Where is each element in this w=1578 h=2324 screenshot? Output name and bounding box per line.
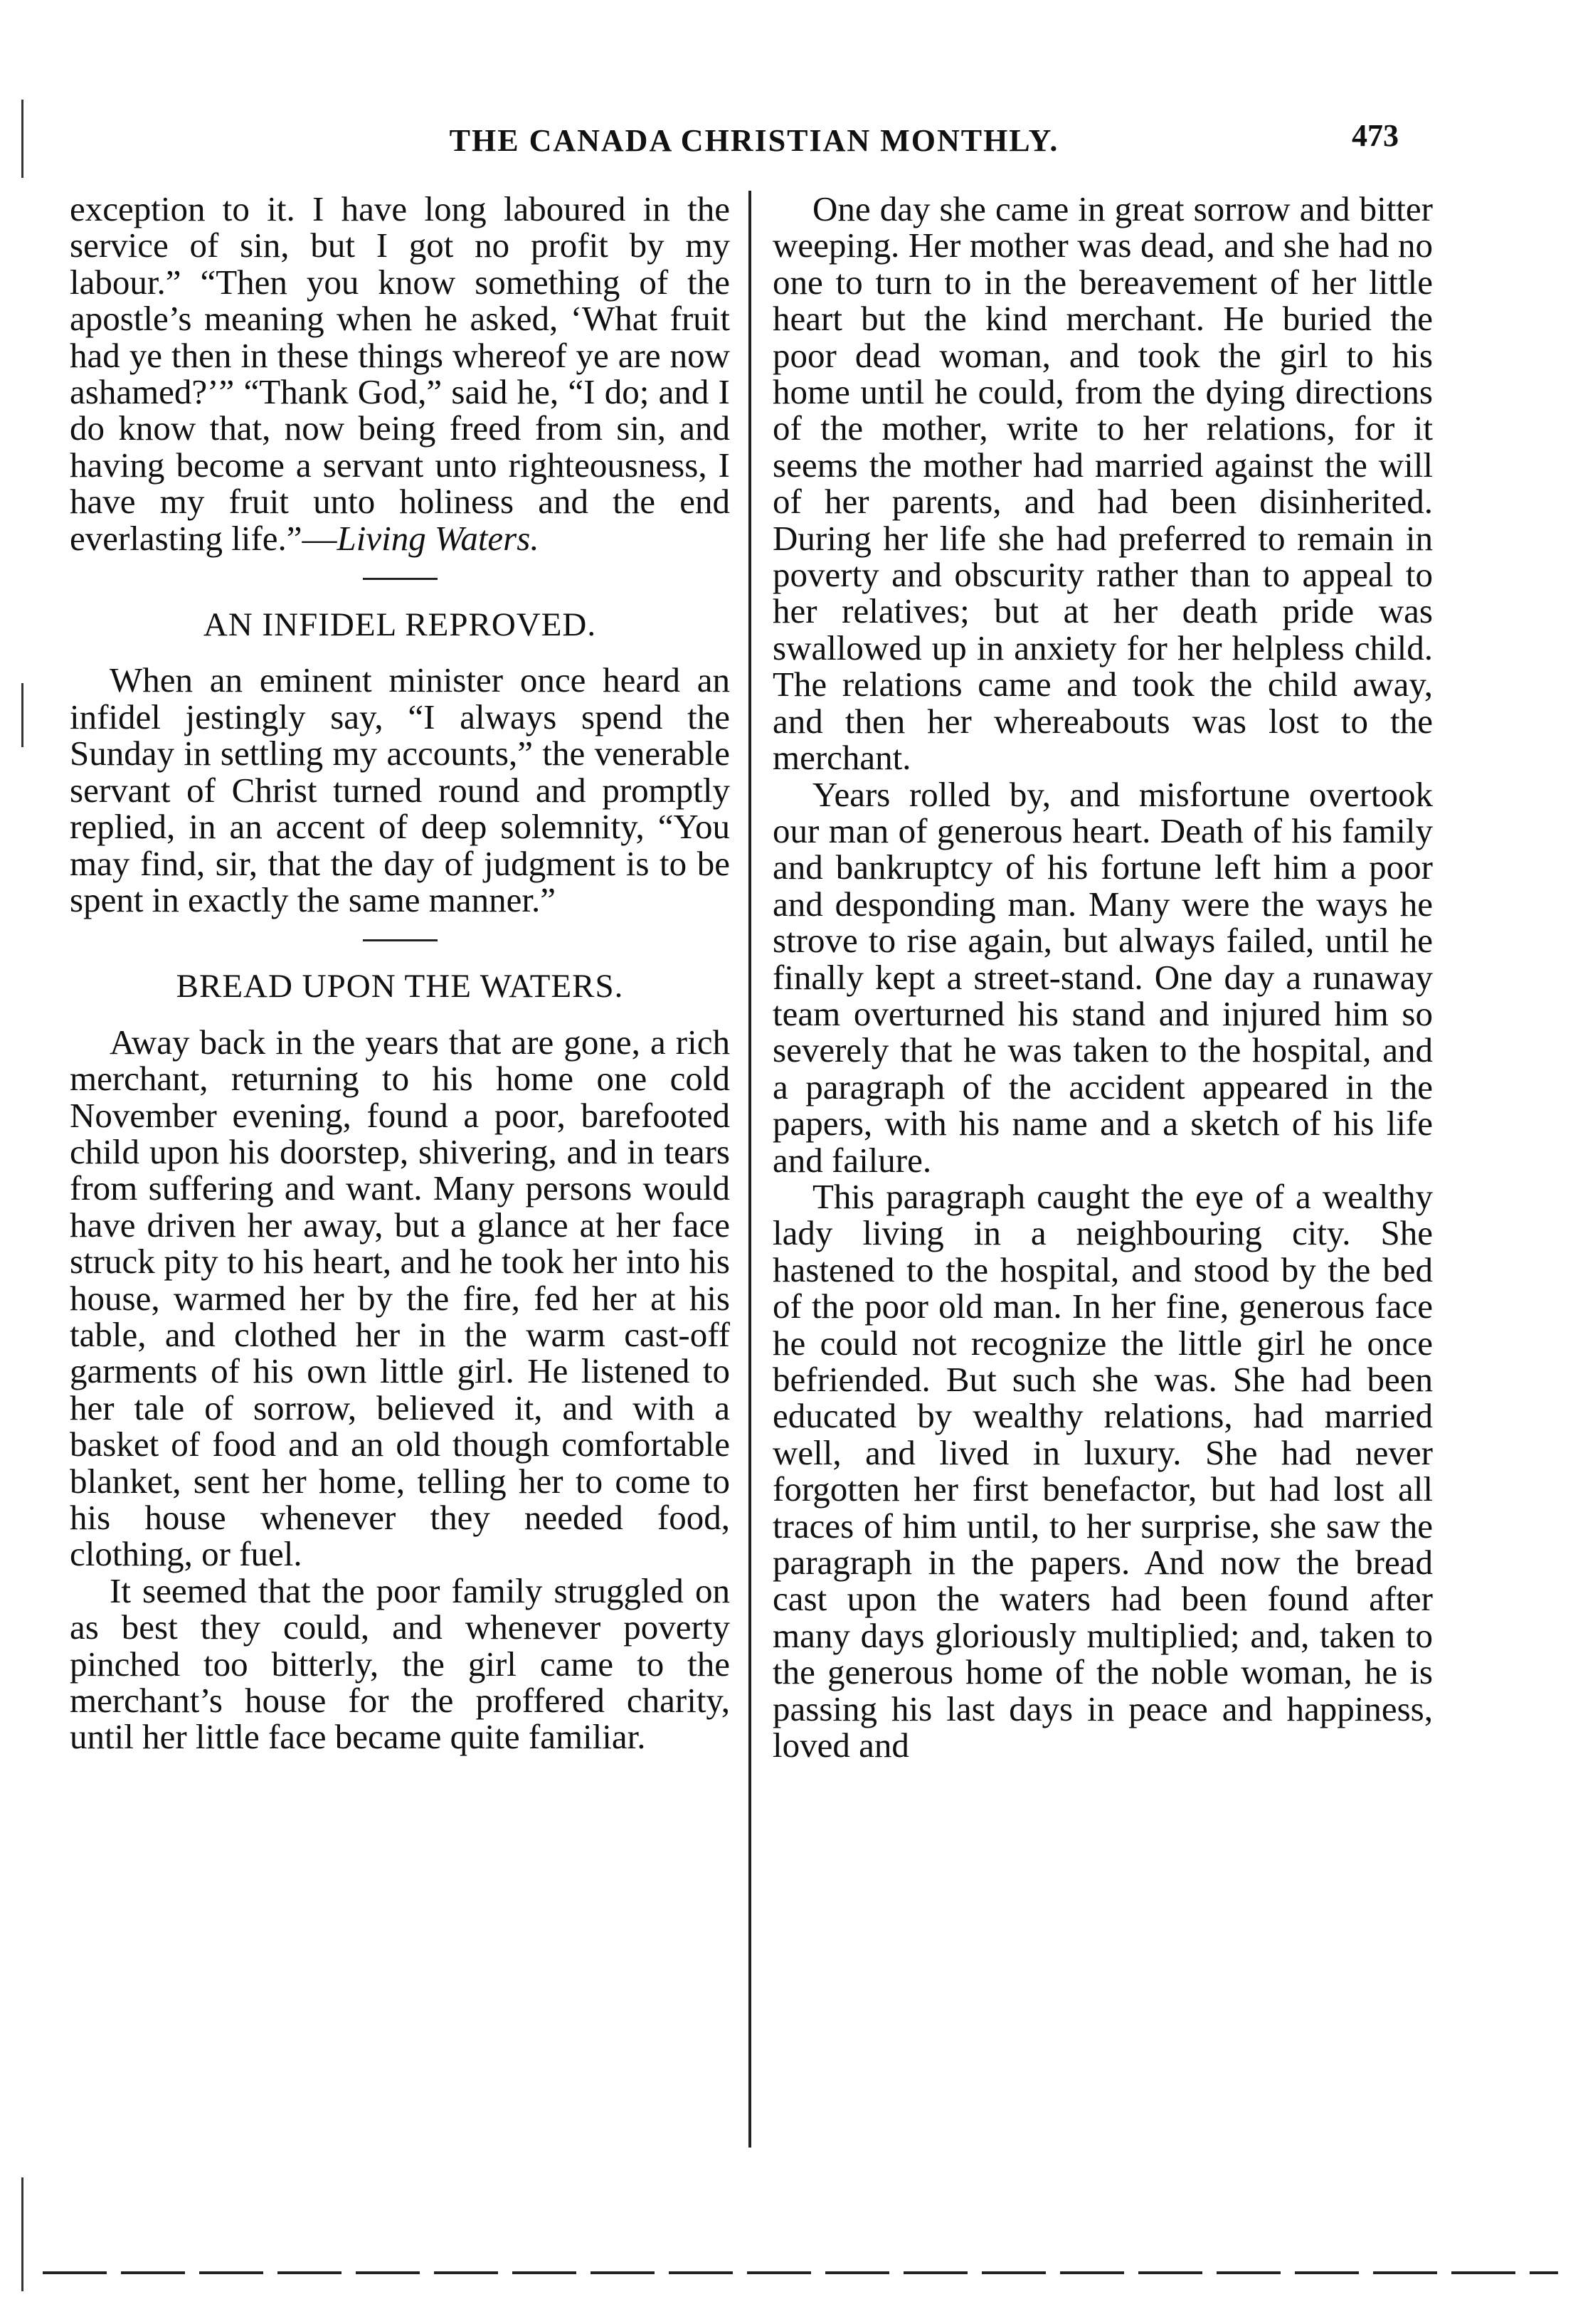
article-heading-infidel-reproved: AN INFIDEL REPROVED. [203, 606, 597, 644]
article-paragraph: When an eminent minister once heard an infidel jestingly say, “I always spend the Sunday in settling my accounts,” the venerable servant of Christ turned round and promptly replied, in an accent of deep solemnity, “You may find, sir, that the day of judgment is to be spent in exactly the same manner.” [70, 660, 730, 919]
margin-mark [21, 683, 23, 747]
article-paragraph: This paragraph caught the eye of a wealthy lady living in a neighbouring city. She hastened to the hospital, and stood by the bed of the poor old man. In her fine, generous face he could not recognize the little girl he once befriended. But such she was. She had been educated by wealthy relations, had married well, and lived in luxury. She had never forgotten her first benefactor, but had lost all traces of him until, to her surprise, she saw the paragraph in the papers. And now the bread cast upon the waters had been found after many days gloriously multiplied; and, taken to the generous home of the noble woman, he is passing his last days in peace and happiness, loved and [773, 1176, 1433, 1765]
running-title: THE CANADA CHRISTIAN MONTHLY. [449, 123, 1059, 158]
continued-paragraph [70, 191, 730, 556]
continued-paragraph-text: exception to it. I have long laboured in the service of sin, but I got no profit by my labour.” “Then you know something of the apostle’s meaning when he asked, ‘What fruit had ye then in these things whereof ye are now ashamed?’” “Thank God,” said he, “I do; and I do know that, now being freed from sin, and having become a servant unto righteousness, I have my fruit unto holiness and the end everlasting life.”— [70, 189, 730, 558]
left-column [70, 191, 730, 1755]
source-attribution: Living Waters. [337, 518, 539, 558]
section-divider [363, 578, 438, 580]
margin-mark [21, 2177, 23, 2291]
section-divider [363, 939, 438, 941]
article-heading-bread-upon-the-waters: BREAD UPON THE WATERS. [176, 968, 624, 1005]
right-column [773, 191, 1433, 1763]
article-paragraph: Away back in the years that are gone, a rich merchant, returning to his home one cold November evening, found a poor, barefooted child upon his doorstep, shivering, and in tears from suffering and want. Many persons would have driven her away, but a glance at her face struck pity to his heart, and he took her into his house, warmed her by the fire, fed her at his table, and clothed her in the warm cast-off garments of his own little girl. He listened to her tale of sorrow, believed it, and with a basket of food and an old though comfortable blanket, sent her home, telling her to come to his house whenever they needed food, clothing, or fuel. [70, 1022, 730, 1574]
column-divider [748, 191, 751, 2148]
margin-mark [21, 100, 23, 178]
article-paragraph: One day she came in great sorrow and bitter weeping. Her mother was dead, and she had no one to turn to in the bereavement of her little heart but the kind merchant. He buried the poor dead woman, and took the girl to his home until he could, from the dying directions of the mother, write to her relations, for it seems the mother had married against the will of her parents, and had been disinherited. During her life she had preferred to remain in poverty and obscurity rather than to appeal to her relatives; but at her death pride was swallowed up in anxiety for her helpless child. The relations came and took the child away, and then her whereabouts was lost to the merchant. [773, 189, 1433, 778]
bottom-border [43, 2271, 1558, 2274]
article-paragraph: Years rolled by, and misfortune overtook our man of generous heart. Death of his family and bankruptcy of his fortune left him a poor and desponding man. Many were the ways he strove to rise again, but always failed, until he finally kept a street-stand. One day a runaway team overturned his stand and injured him so severely that he was taken to the hospital, and a paragraph of the accident appeared in the papers, with his name and a sketch of his life and failure. [773, 774, 1433, 1180]
article-paragraph: It seemed that the poor family struggled on as best they could, and whenever poverty pinched too bitterly, the girl came to the merchant’s house for the proffered charity, until her little face became quite familiar. [70, 1570, 730, 1757]
page-number: 473 [1352, 118, 1399, 153]
